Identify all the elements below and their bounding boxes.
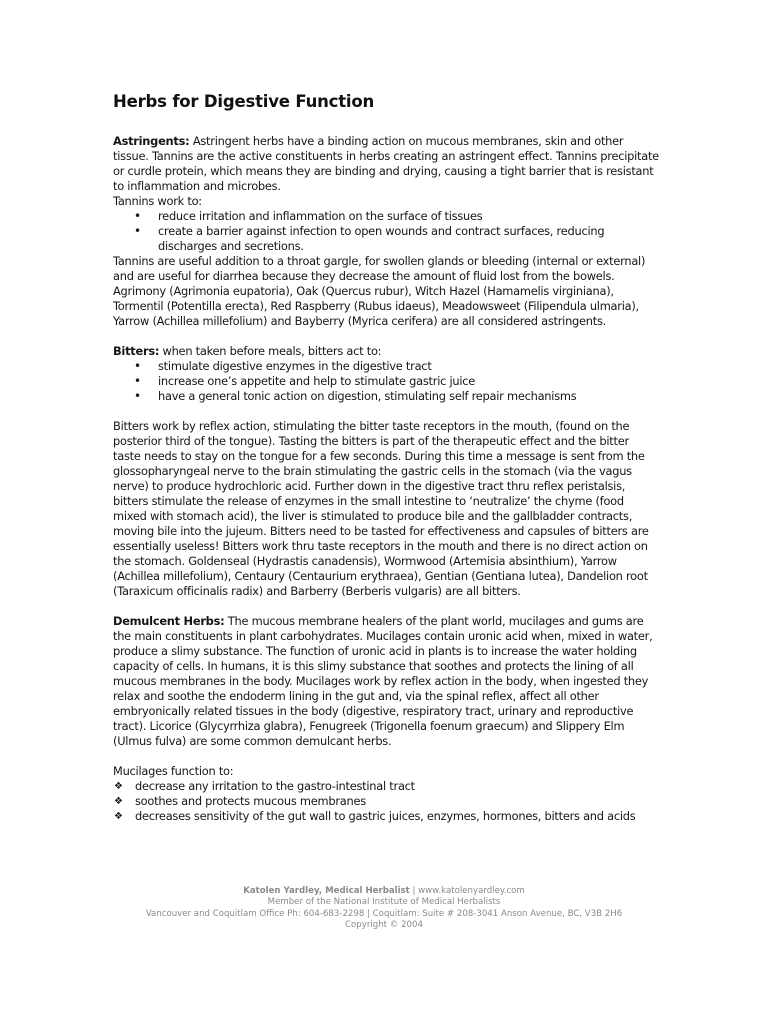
footer-contact-line (0, 886, 768, 897)
list-item: • increase one’s appetite and help to stimulate gastric juice (113, 374, 659, 389)
footer-website: | www.katolenyardley.com (409, 886, 525, 896)
astringents-intro-text: Astringent herbs have a binding action on mucous membranes, skin and other tissue. Tannins are the active constituents in herbs creating an astringent effect. Tannins precipitate or curdle protein, which means they are binding and drying, causing a tight barrier that is resistant to inflammation and microbes. (113, 134, 659, 193)
bitters-section (113, 344, 659, 599)
bitters-heading: Bitters: (113, 344, 160, 358)
list-item: • create a barrier against infection to open wounds and contract surfaces, reducing discharges and secretions. (113, 224, 659, 254)
bitters-body: Bitters work by reflex action, stimulating the bitter taste receptors in the mouth, (found on the posterior third of the tongue). Tasting the bitters is part of the therapeutic effect and the bitter taste needs to stay on the tongue for a few seconds. During this time a message is sent from the glossopharyngeal nerve to the brain stimulating the gastric cells in the stomach (via the vagus nerve) to produce hydrochloric acid. Further down in the digestive tract thru reflex peristalsis, bitters stimulate the release of enzymes in the small intestine to ‘neutralize’ the chyme (food mixed with stomach acid), the liver is stimulated to produce bile and the gallbladder contracts, moving bile into the jujeum. Bitters need to be tasted for effectiveness and capsules of bitters are essentially useless! Bitters work thru taste receptors in the mouth and there is no direct action on the stomach. Goldenseal (Hydrastis canadensis), Wormwood (Artemisia absinthium), Yarrow (Achillea millefolium), Centaury (Centaurium erythraea), Gentian (Gentiana lutea), Dandelion root (Taraxicum officinalis radix) and Barberry (Berberis vulgaris) are all bitters. (113, 419, 649, 598)
demulcent-section (113, 614, 659, 749)
footer-name: Katolen Yardley, Medical Herbalist (243, 886, 410, 896)
list-item: • stimulate digestive enzymes in the digestive tract (113, 359, 659, 374)
page-footer (0, 886, 768, 931)
tannins-work-label: Tannins work to: (113, 194, 202, 208)
demulcent-text: The mucous membrane healers of the plant world, mucilages and gums are the main constituents in plant carbohydrates. Mucilages contain uronic acid when, mixed in water, produce a slimy substance. The function of uronic acid in plants is to increase the water holding capacity of cells. In humans, it is this slimy substance that soothes and protects the lining of all mucous membranes in the body. Mucilages work by reflex action in the body, when ingested they relax and soothe the endoderm lining in the gut and, via the spinal reflex, affect all other embryonically related tissues in the body (digestive, respiratory tract, urinary and reproductive tract). Licorice (Glycyrrhiza glabra), Fenugreek (Trigonella foenum graecum) and Slippery Elm (Ulmus fulva) are some common demulcant herbs. (113, 614, 653, 748)
footer-member: Member of the National Institute of Medical Herbalists (267, 897, 501, 908)
footer-copyright: Copyright © 2004 (345, 919, 423, 930)
document-body (113, 92, 659, 824)
demulcent-heading: Demulcent Herbs: (113, 614, 225, 628)
list-item: ❖ decreases sensitivity of the gut wall to gastric juices, enzymes, hormones, bitters and acids (113, 809, 659, 824)
bitters-list (113, 359, 659, 404)
mucilages-section (113, 764, 659, 824)
mucilages-list (113, 779, 659, 824)
list-item: ❖ soothes and protects mucous membranes (113, 794, 659, 809)
page-title: Herbs for Digestive Function (113, 92, 375, 111)
list-item: • reduce irritation and inflammation on the surface of tissues (113, 209, 659, 224)
demulcent-body (113, 614, 659, 749)
list-item: ❖ decrease any irritation to the gastro-intestinal tract (113, 779, 659, 794)
bitters-intro-text: when taken before meals, bitters act to: (159, 344, 382, 358)
astringents-intro (113, 134, 659, 194)
tannins-list (113, 209, 659, 254)
astringents-outro: Tannins are useful addition to a throat gargle, for swollen glands or bleeding (internal or external) and are useful for diarrhea because they decrease the amount of fluid lost from the bowels. Agrimony (Agrimonia eupatoria), Oak (Quercus rubur), Witch Hazel (Hamamelis virginiana), Tormentil (Potentilla erecta), Red Raspberry (Rubus idaeus), Meadowsweet (Filipendula ulmaria), Yarrow (Achillea millefolium) and Bayberry (Myrica cerifera) are all considered astringents. (113, 254, 646, 328)
list-item: • have a general tonic action on digestion, stimulating self repair mechanisms (113, 389, 659, 404)
mucilages-label: Mucilages function to: (113, 764, 234, 778)
bitters-intro (113, 344, 659, 359)
astringents-heading: Astringents: (113, 134, 190, 148)
footer-offices: Vancouver and Coquitlam Office Ph: 604-683-2298 | Coquitlam: Suite # 208-3041 Anson Avenue, BC, V3B 2H6 (145, 908, 623, 919)
astringents-section (113, 134, 659, 329)
